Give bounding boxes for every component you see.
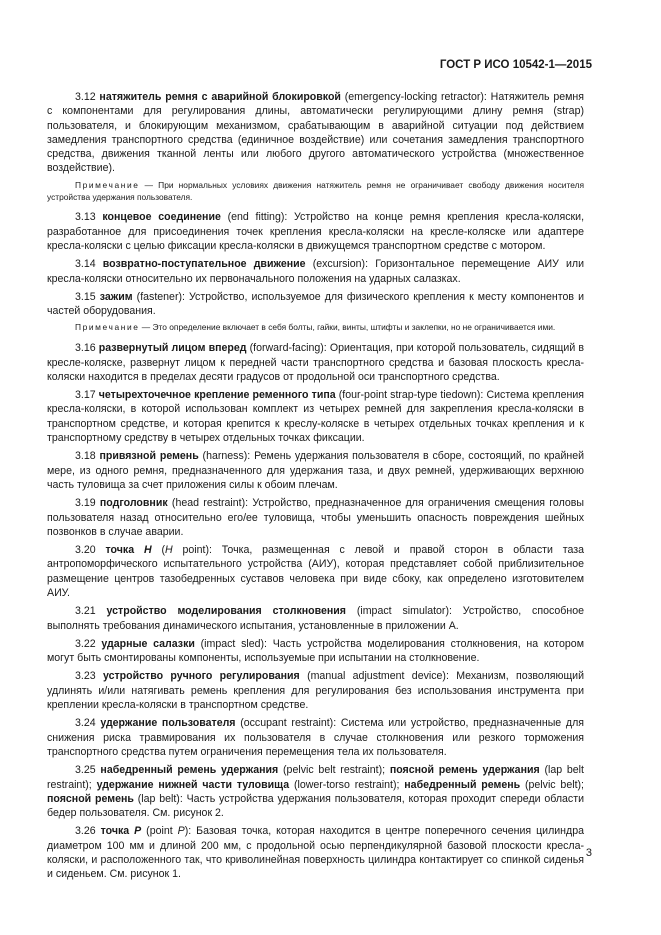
definition-paragraph — [47, 716, 584, 759]
definition-paragraph — [47, 210, 584, 253]
definition-text: (pelvic belt restraint); — [278, 764, 390, 777]
note — [47, 322, 584, 334]
definition-text: (lap belt): Часть устройства удержания пользователя, которая проходит спереди области бедер пользователя. См. рисунок 2. — [47, 792, 584, 820]
note-label: Примечание — [75, 179, 140, 190]
definition-text: (occupant restraint): Система или устройство, предназначенные для снижения риска травмирования их пользователя в случае столкновения или резкого торможения транспортного средства путем ограничения перемещения тела их пользователя. — [47, 717, 584, 758]
term: устройство моделирования столкновения — [106, 605, 346, 618]
term: удержание пользователя — [100, 717, 236, 730]
definition-text: 3.14 — [75, 258, 103, 271]
definition-text: (impact sled): Часть устройства моделирования столкновения, на котором могут быть смонтированы компоненты, используемые при испытании на столкновение. — [47, 637, 584, 665]
note — [47, 180, 584, 204]
definition-text: 3.18 — [75, 450, 100, 463]
definition-text: P — [177, 825, 185, 838]
note-text: — При нормальных условиях движения натяжитель ремня не ограничивает свободу движения носителя устройства удержания пользователя. — [47, 179, 584, 202]
term: набедренный ремень удержания — [100, 764, 279, 777]
definition-text: (four-point strap-type tiedown): Система крепления кресла-коляски, в которой использован комплект из четырех ремней для закрепления кресла-коляски в транспортном средстве, и которая крепится к креслу-коляске в четырех отдельных точках крепления и к транспортному средству в четырех отдельных точках фиксации. — [47, 389, 585, 445]
document-body — [47, 90, 584, 886]
definition-paragraph — [47, 669, 584, 712]
definition-text: (excursion): Горизонтальное перемещение АИУ или кресла-коляски относительно их первоначального положения на ударных салазках. — [47, 258, 584, 285]
document-header: ГОСТ Р ИСО 10542-1—2015 — [439, 59, 592, 71]
note-label: Примечание — [75, 322, 140, 333]
definition-text: (forward-facing): Ориентация, при которой пользователь, сидящий в кресле-коляске, развернут лицом к передней части транспортного средства и базовая плоскость кресла-коляски находится в пределах десяти градусов от продольной оси транспортного средства. — [47, 342, 584, 383]
definition-paragraph — [47, 90, 584, 176]
definition-text: (pelvic belt); — [520, 778, 584, 791]
definition-text: 3.26 — [75, 825, 101, 838]
definition-text: 3.23 — [75, 670, 103, 683]
term: привязной ремень — [99, 450, 199, 463]
definition-paragraph — [47, 496, 584, 539]
definition-text: 3.12 — [75, 91, 100, 103]
definition-text: point): Точка, размещенная с левой и правой сторон в области таза антропоморфического испытательного устройства (АИУ), которая представляет собой приблизительное размещение центров тазобедренных суставов человека при виде сбоку, как определено изготовителем АИУ. — [47, 544, 584, 599]
definition-paragraph — [47, 824, 584, 881]
definition-text: (head restraint): Устройство, предназначенное для ограничения смещения головы пользователя назад относительно его/ее туловища, чтобы уменьшить опасность повреждения шейных позвонков в случае аварии. — [47, 497, 584, 538]
definition-text: 3.15 — [75, 290, 100, 303]
definition-paragraph — [47, 290, 584, 319]
note-text: — Это определение включает в себя болты, гайки, винты, штифты и заклепки, но не ограничивается ими. — [139, 322, 556, 333]
definition-text: 3.17 — [75, 389, 99, 402]
definition-text: 3.20 — [75, 544, 106, 557]
definition-text: 3.22 — [75, 637, 102, 650]
definition-paragraph — [47, 388, 584, 445]
definition-paragraph — [47, 604, 584, 633]
definition-paragraph — [47, 763, 584, 820]
definition-paragraph — [47, 543, 584, 600]
definition-text: ): Базовая точка, которая находится в центре поперечного сечения цилиндра диаметром 100 мм и длиной 200 мм, с продольной осью перпендикулярной базовой плоскости кресла-коляски, и расположенного так, что криволинейная поверхность цилиндра контактирует со спинкой сиденья и сиденьем. См. рисунок 1. — [47, 825, 584, 881]
definition-paragraph — [47, 449, 584, 492]
term: Р — [134, 825, 142, 838]
term: поясной ремень — [47, 792, 134, 805]
term: поясной ремень удержания — [389, 764, 540, 777]
term: натяжитель ремня с аварийной блокировкой — [99, 91, 341, 103]
term: удержание нижней части туловища — [96, 778, 290, 791]
definition-text: 3.16 — [75, 342, 99, 355]
definition-text: 3.25 — [75, 764, 101, 777]
term: точка — [105, 544, 144, 557]
definition-text: 3.19 — [75, 497, 100, 510]
definition-text: ( — [151, 544, 165, 557]
definition-text: (fastener): Устройство, используемое для физического крепления к месту компонентов и частей оборудования. — [47, 290, 584, 318]
definition-text: (manual adjustment device): Механизм, позволяющий удлинять и/или натягивать ремень крепления для регулирования без использования инструмента при креплении кресла-коляски в транспортном средстве. — [47, 670, 585, 712]
term: точка — [100, 825, 135, 838]
term: ударные салазки — [101, 637, 195, 650]
definition-text: 3.13 — [75, 211, 103, 224]
definition-text: (point — [141, 825, 178, 838]
definition-text: (emergency-locking retractor): Натяжитель ремня с компонентами для регулирования длины, автоматически регулирующими длину ремня (strap) пользователя, и блокирующим механизмом, срабатывающим в аварийной ситуации под действием замедления транспортного средства (единичное воздействие) или сочетания замедления транспортного средства, движения тканной ленты или любого другого автоматического устройства (множественное воздействие). — [47, 91, 584, 175]
term: Н — [143, 544, 152, 557]
term: развернутый лицом вперед — [98, 342, 247, 355]
page-number: 3 — [585, 847, 592, 859]
definition-text: (end fitting): Устройство на конце ремня крепления кресла-коляски, разработанное для присоединения точек крепления кресла-коляски на кресле-коляске или адаптере кресла-коляски с целью фиксации кресла-коляски в движущемся транспортном средстве с мотором. — [47, 211, 585, 252]
definition-text: H — [164, 544, 173, 557]
definition-text: (impact simulator): Устройство, способное выполнять требования динамического испытания, установленные в приложении А. — [47, 605, 584, 632]
definition-paragraph — [47, 257, 584, 286]
definition-text: (lower-torso restraint); — [289, 778, 405, 791]
term: устройство ручного регулирования — [102, 670, 300, 683]
term: набедренный ремень — [404, 778, 521, 791]
definition-text: 3.21 — [75, 605, 107, 618]
definition-text: (lap belt restraint); — [47, 764, 584, 791]
term: подголовник — [99, 497, 168, 510]
definition-text: (harness): Ремень удержания пользователя в сборе, состоящий, по крайней мере, из одного ремня, предназначенного для удержания таза, и двух ремней, удерживающих верхнюю часть туловища за счет приложения силы к обоим плечам. — [47, 450, 585, 491]
term: концевое соединение — [102, 211, 221, 224]
term: возвратно-поступательное движение — [102, 258, 306, 271]
term: зажим — [99, 290, 133, 303]
definition-paragraph — [47, 637, 584, 666]
definition-text: 3.24 — [75, 717, 101, 730]
definition-paragraph — [47, 341, 584, 384]
term: четырехточечное крепление ременного типа — [98, 389, 336, 402]
